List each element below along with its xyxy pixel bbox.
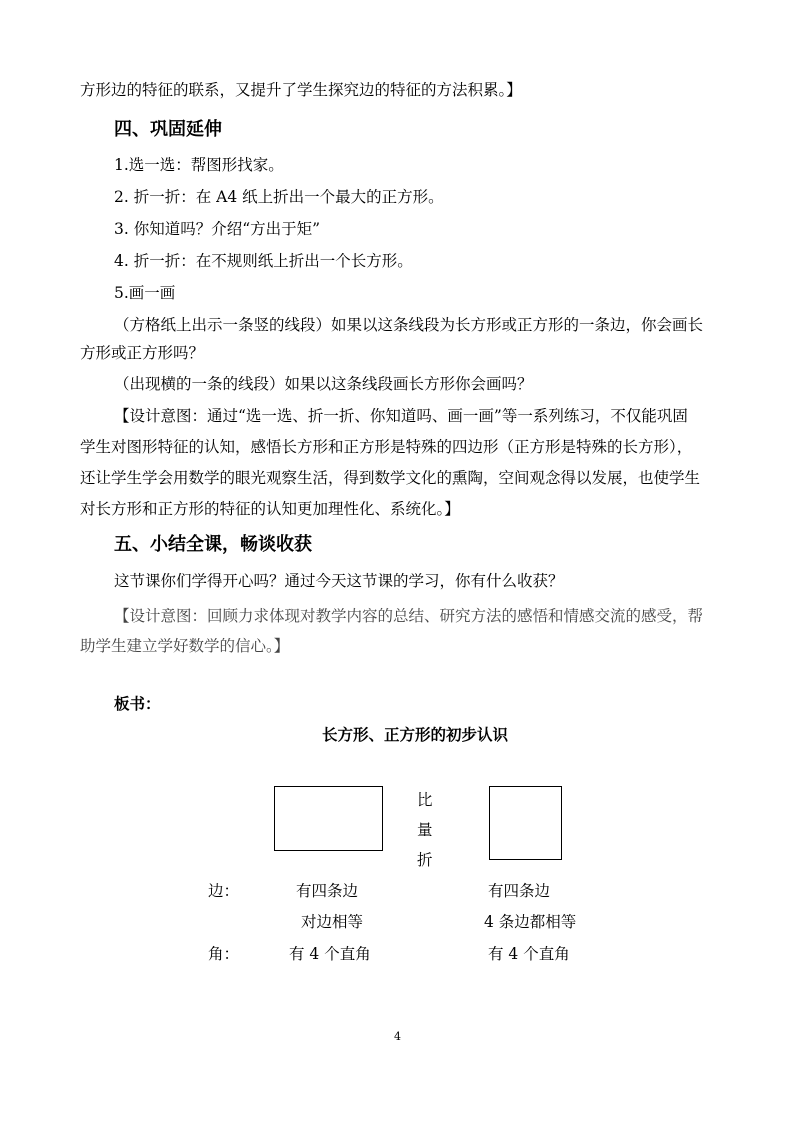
rectangle-shape	[274, 786, 383, 851]
paragraph-line: 方形或正方形吗？	[80, 344, 205, 362]
page-number: 4	[394, 1030, 401, 1043]
rect-edge-count: 有四条边	[296, 882, 359, 900]
paragraph-line: （出现横的一条的线段）如果以这条线段画长方形你会画吗？	[114, 375, 533, 393]
edge-label: 边：	[208, 882, 240, 900]
paragraph-line: 方形边的特征的联系，又提升了学生探究边的特征的方法积累。】	[80, 81, 522, 99]
design-note-line: 【设计意图：通过“选一选、折一折、你知道吗、画一画”等一系列练习，不仅能巩固	[114, 407, 688, 425]
angle-label: 角：	[208, 945, 240, 963]
section-heading-4: 四、巩固延伸	[114, 119, 222, 140]
rect-edge-property: 对边相等	[301, 913, 364, 931]
design-note-line: 还让学生学会用数学的眼光观察生活，得到数学文化的熏陶，空间观念得以发展，也使学生	[80, 469, 701, 487]
board-title: 长方形、正方形的初步认识	[322, 726, 509, 744]
design-note-line: 【设计意图：回顾力求体现对教学内容的总结、研究方法的感悟和情感交流的感受，帮	[114, 607, 704, 625]
paragraph-line: （方格纸上出示一条竖的线段）如果以这条线段为长方形或正方形的一条边，你会画长	[114, 316, 704, 334]
design-note-line: 对长方形和正方形的特征的认知更加理性化、系统化。】	[80, 500, 460, 518]
design-note-line: 学生对图形特征的认知，感悟长方形和正方形是特殊的四边形（正方形是特殊的长方形），	[80, 438, 693, 456]
rect-angle-property: 有 4 个直角	[289, 945, 371, 963]
board-method-compare: 比	[417, 791, 433, 809]
paragraph-line: 这节课你们学得开心吗？通过今天这节课的学习，你有什么收获？	[114, 572, 564, 590]
section-heading-5: 五、小结全课，畅谈收获	[114, 534, 312, 555]
list-item: 3. 你知道吗？介绍“方出于矩”	[114, 220, 321, 238]
board-method-fold: 折	[417, 851, 433, 869]
square-edge-count: 有四条边	[488, 882, 551, 900]
square-angle-property: 有 4 个直角	[488, 945, 570, 963]
list-item: 4. 折一折：在不规则纸上折出一个长方形。	[114, 252, 413, 270]
design-note-line: 助学生建立学好数学的信心。】	[80, 637, 290, 655]
board-method-measure: 量	[417, 821, 433, 839]
square-shape	[489, 786, 562, 860]
list-item: 1.选一选：帮图形找家。	[114, 156, 284, 174]
list-item: 5.画一画	[114, 284, 176, 302]
list-item: 2. 折一折：在 A4 纸上折出一个最大的正方形。	[114, 188, 444, 206]
square-edge-property: 4 条边都相等	[484, 913, 577, 931]
board-label: 板书：	[114, 695, 161, 713]
